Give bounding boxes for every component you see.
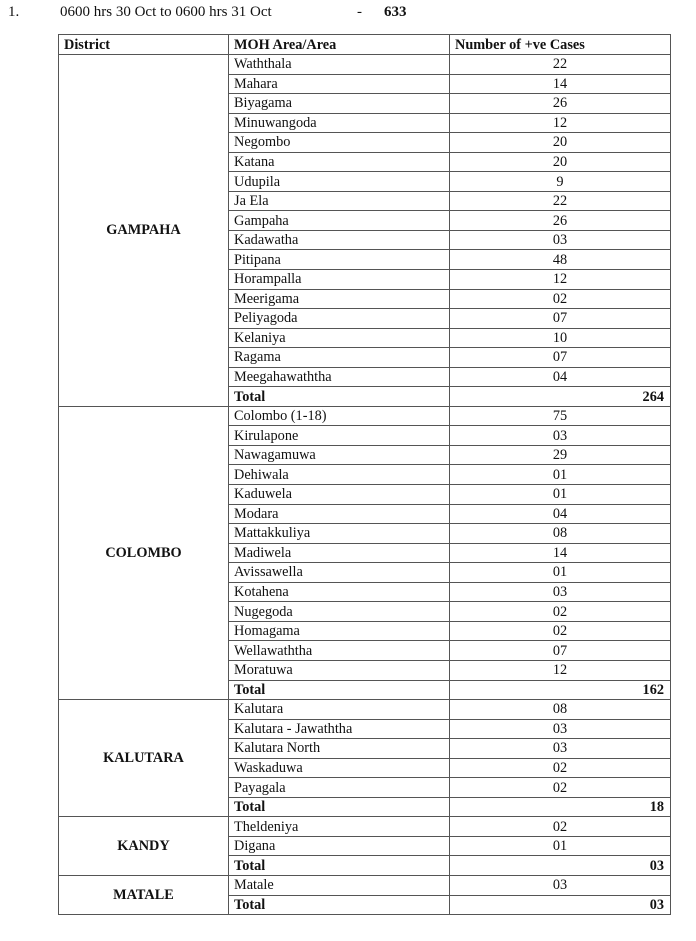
moh-area-cell: Katana <box>229 152 450 172</box>
table-header-row <box>59 35 671 55</box>
case-count-cell: 03 <box>450 719 671 739</box>
case-count-cell: 01 <box>450 836 671 856</box>
heading-separator: - <box>357 4 362 20</box>
moh-area-cell: Waththala <box>229 55 450 75</box>
moh-area-cell: Nawagamuwa <box>229 445 450 465</box>
case-count-cell: 03 <box>450 230 671 250</box>
case-count-cell: 07 <box>450 309 671 329</box>
case-count-cell: 12 <box>450 270 671 290</box>
table-row <box>59 875 671 895</box>
case-count-cell: 03 <box>450 739 671 759</box>
column-header-district: District <box>59 35 229 55</box>
moh-area-cell: Pitipana <box>229 250 450 270</box>
table-row <box>59 817 671 837</box>
district-name-cell: KALUTARA <box>59 700 229 817</box>
heading-number: 1. <box>8 4 20 20</box>
total-label-cell: Total <box>229 797 450 817</box>
table-row <box>59 406 671 426</box>
moh-area-cell: Meegahawaththa <box>229 367 450 387</box>
moh-area-cell: Waskaduwa <box>229 758 450 778</box>
case-count-cell: 02 <box>450 621 671 641</box>
moh-area-cell: Colombo (1-18) <box>229 406 450 426</box>
case-count-cell: 08 <box>450 700 671 720</box>
case-count-cell: 12 <box>450 113 671 133</box>
case-count-cell: 48 <box>450 250 671 270</box>
district-name-cell: MATALE <box>59 875 229 914</box>
moh-area-cell: Minuwangoda <box>229 113 450 133</box>
moh-area-cell: Meerigama <box>229 289 450 309</box>
table-row <box>59 700 671 720</box>
case-count-cell: 04 <box>450 367 671 387</box>
district-total-value-cell: 03 <box>450 856 671 876</box>
district-total-value-cell: 03 <box>450 895 671 915</box>
district-name-cell: COLOMBO <box>59 406 229 699</box>
case-count-cell: 20 <box>450 133 671 153</box>
moh-area-cell: Horampalla <box>229 270 450 290</box>
case-count-cell: 01 <box>450 485 671 505</box>
moh-area-cell: Dehiwala <box>229 465 450 485</box>
case-count-cell: 26 <box>450 94 671 114</box>
case-count-cell: 14 <box>450 543 671 563</box>
case-count-cell: 02 <box>450 289 671 309</box>
moh-area-cell: Peliyagoda <box>229 309 450 329</box>
table-row <box>59 55 671 75</box>
case-count-cell: 26 <box>450 211 671 231</box>
moh-area-cell: Madiwela <box>229 543 450 563</box>
moh-area-cell: Udupila <box>229 172 450 192</box>
case-count-cell: 22 <box>450 55 671 75</box>
district-total-value-cell: 264 <box>450 387 671 407</box>
report-heading <box>0 2 696 24</box>
heading-total-cases: 633 <box>384 4 407 20</box>
case-count-cell: 02 <box>450 758 671 778</box>
column-header-cases: Number of +ve Cases <box>450 35 671 55</box>
case-count-cell: 20 <box>450 152 671 172</box>
moh-area-cell: Gampaha <box>229 211 450 231</box>
moh-area-cell: Kalutara - Jawaththa <box>229 719 450 739</box>
case-count-cell: 75 <box>450 406 671 426</box>
table-body <box>59 55 671 915</box>
case-count-cell: 02 <box>450 778 671 798</box>
case-count-cell: 01 <box>450 465 671 485</box>
moh-area-cell: Modara <box>229 504 450 524</box>
total-label-cell: Total <box>229 856 450 876</box>
case-count-cell: 29 <box>450 445 671 465</box>
moh-area-cell: Homagama <box>229 621 450 641</box>
moh-area-cell: Matale <box>229 875 450 895</box>
moh-area-cell: Kadawatha <box>229 230 450 250</box>
case-count-cell: 10 <box>450 328 671 348</box>
moh-area-cell: Avissawella <box>229 563 450 583</box>
moh-area-cell: Kelaniya <box>229 328 450 348</box>
moh-area-cell: Payagala <box>229 778 450 798</box>
moh-area-cell: Mattakkuliya <box>229 524 450 544</box>
moh-area-cell: Kotahena <box>229 582 450 602</box>
case-count-cell: 03 <box>450 875 671 895</box>
heading-time-range: 0600 hrs 30 Oct to 0600 hrs 31 Oct <box>60 4 272 20</box>
moh-area-cell: Kalutara <box>229 700 450 720</box>
case-count-cell: 03 <box>450 426 671 446</box>
case-count-cell: 07 <box>450 641 671 661</box>
district-name-cell: KANDY <box>59 817 229 876</box>
case-count-cell: 22 <box>450 191 671 211</box>
moh-area-cell: Biyagama <box>229 94 450 114</box>
moh-area-cell: Kaduwela <box>229 485 450 505</box>
moh-area-cell: Ragama <box>229 348 450 368</box>
case-count-cell: 12 <box>450 660 671 680</box>
district-total-value-cell: 162 <box>450 680 671 700</box>
moh-area-cell: Wellawaththa <box>229 641 450 661</box>
moh-area-cell: Moratuwa <box>229 660 450 680</box>
case-count-cell: 02 <box>450 602 671 622</box>
moh-area-cell: Mahara <box>229 74 450 94</box>
case-count-cell: 02 <box>450 817 671 837</box>
case-count-cell: 07 <box>450 348 671 368</box>
case-count-cell: 03 <box>450 582 671 602</box>
total-label-cell: Total <box>229 680 450 700</box>
case-count-cell: 08 <box>450 524 671 544</box>
moh-area-cell: Kirulapone <box>229 426 450 446</box>
moh-area-cell: Kalutara North <box>229 739 450 759</box>
district-total-value-cell: 18 <box>450 797 671 817</box>
moh-area-cell: Negombo <box>229 133 450 153</box>
moh-area-cell: Nugegoda <box>229 602 450 622</box>
case-count-cell: 04 <box>450 504 671 524</box>
case-count-cell: 9 <box>450 172 671 192</box>
moh-area-cell: Digana <box>229 836 450 856</box>
cases-table <box>58 34 671 915</box>
moh-area-cell: Ja Ela <box>229 191 450 211</box>
column-header-moh-area: MOH Area/Area <box>229 35 450 55</box>
district-name-cell: GAMPAHA <box>59 55 229 407</box>
total-label-cell: Total <box>229 895 450 915</box>
moh-area-cell: Theldeniya <box>229 817 450 837</box>
case-count-cell: 14 <box>450 74 671 94</box>
total-label-cell: Total <box>229 387 450 407</box>
case-count-cell: 01 <box>450 563 671 583</box>
